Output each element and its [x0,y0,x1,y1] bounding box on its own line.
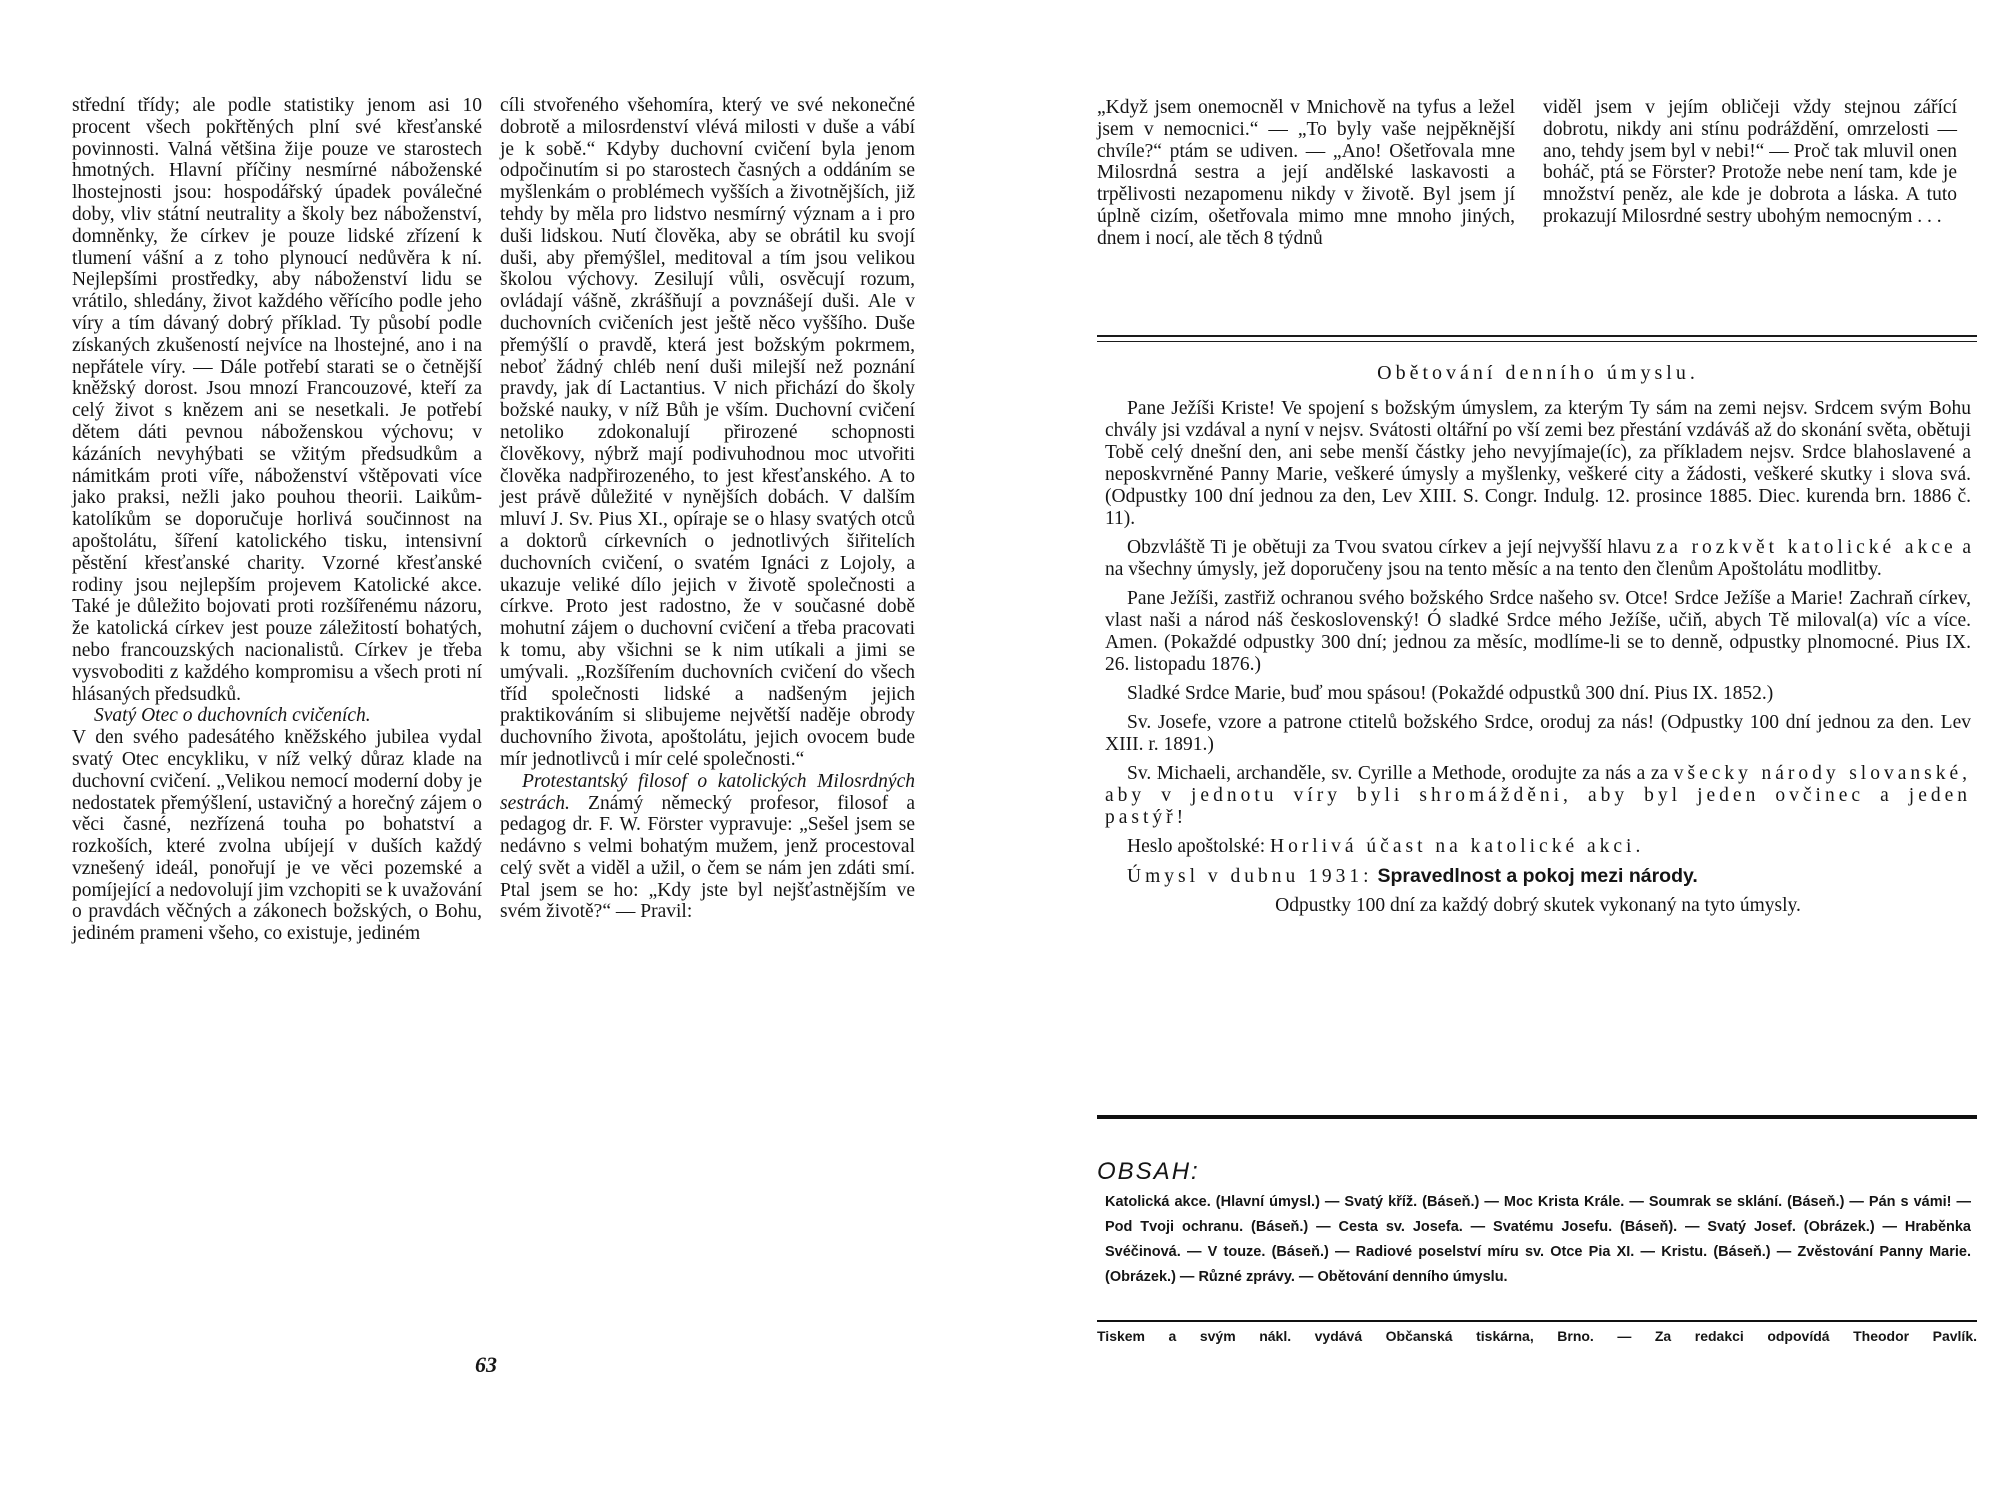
divider-rule-thin [1097,341,1977,342]
divider-rule [1097,335,1977,337]
story-column-1 [1097,97,1515,250]
right-page [1005,0,2010,1500]
intention-label: Úmysl v dubnu 1931: [1127,866,1373,887]
page-number: 63 [475,1352,497,1377]
intention-value: Spravedlnost a pokoj mezi národy. [1377,865,1698,887]
offering-prayer-6 [1105,763,1971,829]
offering-prayer-2-emphasis: za rozkvět katolické akce [1656,537,1957,558]
monthly-intention [1105,865,1971,888]
daily-offering-section [1105,362,1971,924]
contents-title: OBSAH: [1097,1158,1200,1185]
offering-prayer-2-end: a na všechny úmysly, jež doporučeny jsou na tento měsíc a na tento den členům Apoštolátu modlitby. [1105,537,1972,580]
story-text-1: „Když jsem onemocněl v Mnichově na tyfus a ležel jsem v nemocnici.“ — „To byly vaše nejpěknější chvíle?“ ptám se udiven. — „Ano! Ošetřovala mne Milosrdná sestra a její andělské laskavosti a trpělivosti nezapomenu nikdy v životě. Byl jsem jí úplně cizím, ošetřovala mimo mne mnoho jiných, dnem i nocí, ale těch 8 týdnů [1097,97,1515,249]
protestant-section [500,771,915,924]
colophon-divider [1097,1320,1977,1322]
offering-prayer-2 [1105,537,1971,581]
paragraph-forster-story: Známý německý profesor, filosof a pedagog dr. F. W. Förster vypravuje: „Sešel jsem se nedávno s velmi bohatým mužem, jenž procestoval celý svět a viděl a užil, o čem se nám jen zdáti smí. Ptal jsem se ho: „Kdy jste byl nejšťastnějším ve svém životě?“ — Pravil: [500,792,915,923]
papal-section [72,705,482,727]
section-heading-papal: Svatý Otec o duchovních cvičeních. [94,705,371,727]
left-page-column-1 [72,95,482,945]
motto-text: Horlivá účast na katolické akci. [1269,836,1645,857]
offering-prayer-3: Pane Ježíši, zastřiž ochranou svého božského Srdce našeho sv. Otce! Srdce Ježíše a Marie! Zachraň církev, vlast naši a národ náš československý! Ó sladké Srdce mého Ježíše, učiň, abych Tě miloval(a) víc a více. Amen. (Pokaždé odpustky 300 dní; jednou za měsíc, modlíme-li se to denně, odpustky plnomocné. Pius IX. 26. listopadu 1876.) [1105,588,1971,675]
indulgence-note: Odpustky 100 dní za každý dobrý skutek vykonaný na tyto úmysly. [1275,895,1801,916]
offering-title: Obětování denního úmyslu. [1377,362,1699,384]
section-heading-protestant: Protestantský filosof o katolických Milosrdných sestrách. [500,770,915,814]
offering-prayer-6-start: Sv. Michaeli, archanděle, sv. Cyrille a Methode, orodujte za nás a za [1127,763,1669,784]
paragraph-papal-encyclical: V den svého padesátého kněžského jubilea vydal svatý Otec encykliku, v níž velký důraz klade na duchovní cvičení. „Velikou nemocí moderní doby je nedostatek přemýšlení, ustavičný a horečný zájem o věci časné, nezřízená touha po bohatství a rozkoších, které zvolna ubíjejí v duších každý vznešený ideál, ponořují je ve věci pozemské a pomíjející a nedovolují jim vzchopiti se k uvažování o pravdách věčných a zákonech božských, o Bohu, jediném prameni všeho, co existuje, jediném [72,727,482,945]
offering-prayer-6-emphasis: všecky národy slovanské, aby v jednotu víry byli shromážděni, aby byl jeden ovčinec a jeden pastýř! [1105,763,1972,828]
story-columns [1097,97,1977,322]
apostolic-motto [1105,836,1971,858]
offering-prayer-5: Sv. Josefe, vzore a patrone ctitelů božského Srdce, oroduj za nás! (Odpustky 100 dní jednou za den. Lev XIII. r. 1891.) [1105,712,1971,755]
contents-list: Katolická akce. (Hlavní úmysl.) — Svatý kříž. (Báseň.) — Moc Krista Krále. — Soumrak se sklání. (Báseň.) — Pán s vámi! — Pod Tvoji ochranu. (Báseň.) — Cesta sv. Josefa. — Svatému Josefu. (Báseň). — Svatý Josef. (Obrázek.) — Hraběnka Svéčinová. — V touze. (Báseň.) — Radiové poselství míru sv. Otce Pia XI. — Kristu. (Báseň.) — Zvěstování Panny Marie. (Obrázek.) — Různé zprávy. — Obětování denního úmyslu. [1105,1194,1971,1285]
motto-label: Heslo apoštolské: [1127,836,1266,857]
colophon: Tiskem a svým nákl. vydává Občanská tiskárna, Brno. — Za redakci odpovídá Theodor Pavlík. [1097,1328,1977,1344]
story-column-2 [1543,97,1957,228]
left-page-column-2 [500,95,915,923]
story-text-2: viděl jsem v jejím obličeji vždy stejnou zářící dobrotu, nikdy ani stínu podráždění, omrzelosti — ano, tehdy jsem byl v nebi!“ — Proč tak mluvil onen boháč, ptá se Förster? Protože nebe není tam, kde je množství peněz, ale kde je dobrota a láska. A tuto prokazují Milosrdné sestry ubohým nemocným . . . [1543,97,1957,227]
contents-divider [1097,1115,1977,1119]
paragraph-france-statistics: střední třídy; ale podle statistiky jenom asi 10 procent všech pokřtěných plní své křesťanské povinnosti. Valná většina žije pouze ve starostech hmotných. Hlavní příčiny nesmírné náboženské lhostejnosti jsou: hospodářský úpadek poválečné doby, vliv státní neutrality a školy bez náboženství, domněnky, že církev je pouze lidské zřízení k tlumení vášní a z toho plynoucí nedůvěra k ní. Nejlepšími prostředky, aby náboženství lidu se vrátilo, shledány, život každého věřícího podle jeho víry a tím dávaný dobrý příklad. Ty působí podle získaných zkušeností nejvíce na lhostejné, ano i na nepřátele víry. — Dále potřebí starati se o četnější kněžský dorost. Jsou mnozí Francouzové, kteří za celý život s knězem ani se nesetkali. Je potřebí dětem dáti pevnou náboženskou výchovu; v kázáních nevyhýbati se vžitým předsudkům a námitkám proti víře, náboženství vštěpovati více jako praksi, nežli jako pouhou theorii. Laikům-katolíkům se doporučuje horlivá součinnost na apoštolátu, šíření katolického tisku, intensivní pěstění křesťanské charity. Vzorné křesťanské rodiny jsou nejlepším projevem Katolické akce. Také je důležito bojovati proti rozšířenému názoru, že katolická církev jest pouze záležitostí bohatých, nebo francouzských nacionalistů. Církev je třeba vysvoboditi z každého kompromisu a všech proti ní hlásaných předsudků. [72,95,482,705]
offering-prayer-4: Sladké Srdce Marie, buď mou spásou! (Pokaždé odpustků 300 dní. Pius IX. 1852.) [1127,683,1774,704]
paragraph-spiritual-exercises: cíli stvořeného všehomíra, který ve své nekonečné dobrotě a milosrdenství vlévá milosti v duše a vábí je k sobě.“ Kdyby duchovní cvičení byla jenom odpočinutím si po starostech časných a oddáním se myšlenkám o problémech vyšších a životnějších, již tehdy by měla pro lidstvo nesmírný význam a i pro duši lidskou. Nutí člověka, aby se obrátil ku svojí duši, aby přemýšlel, meditoval a tím jsou velikou školou výchovy. Zesilují vůli, osvěcují rozum, ovládají vášně, zkrášňují a povznášejí duši. Ale v duchovních cvičeních jest ještě něco vyššího. Duše přemýšlí o pravdě, která jest božským pokrmem, neboť žádný chléb není duši milejší než poznání pravdy, jak dí Lactantius. V nich přichází do školy božské nauky, v níž Bůh je vším. Duchovní cvičení netoliko zdokonalují přirozené schopnosti člověkovy, nýbrž mají podivuhodnou moc utvořiti člověka nadpřirozeného, to jest křesťanského. A to jest právě důležité v nynějších dobách. V dalším mluví J. Sv. Pius XI., opíraje se o hlasy svatých otců a doktorů církevních o jednotlivých šiřitelích duchovních cvičení, o svatém Ignáci z Lojoly, a ukazuje veliké dílo jejich v životě společnosti a církve. Proto jest radostno, že v současné době mohutní zájem o duchovní cvičení a třeba pracovati k tomu, aby všichni se k nim utíkali a jimi se umývali. „Rozšířením duchovních cvičení do všech tříd společnosti lidské a nadšeným jejich praktikováním si slibujeme největší naděje obrody duchovního života, apoštolátu, jejich ovocem bude mír jednotlivců i mír celé společnosti.“ [500,95,915,770]
offering-prayer-1: Pane Ježíši Kriste! Ve spojení s božským úmyslem, za kterým Ty sám na zemi nejsv. Srdcem svým Bohu chvály jsi vzdával a nyní v nejsv. Svátosti oltářní po vší zemi bez přestání vzdáváš až do skonání světa, obětuji Tobě celý dnešní den, ani sebe menší částky jeho nevyjímaje(íc), za příkladem nejsv. Srdce blahoslavené a neposkvrněné Panny Marie, veškeré úmysly a myšlenky, veškeré city a žádosti, veškeré skutky i slova svá. (Odpustky 100 dní jednou za den, Lev XIII. S. Congr. Indulg. 12. prosince 1885. Diec. kurenda brn. 1886 č. 11). [1105,398,1971,529]
offering-prayer-2-start: Obzvláště Ti je obětuji za Tvou svatou církev a její nejvyšší hlavu [1127,537,1651,558]
